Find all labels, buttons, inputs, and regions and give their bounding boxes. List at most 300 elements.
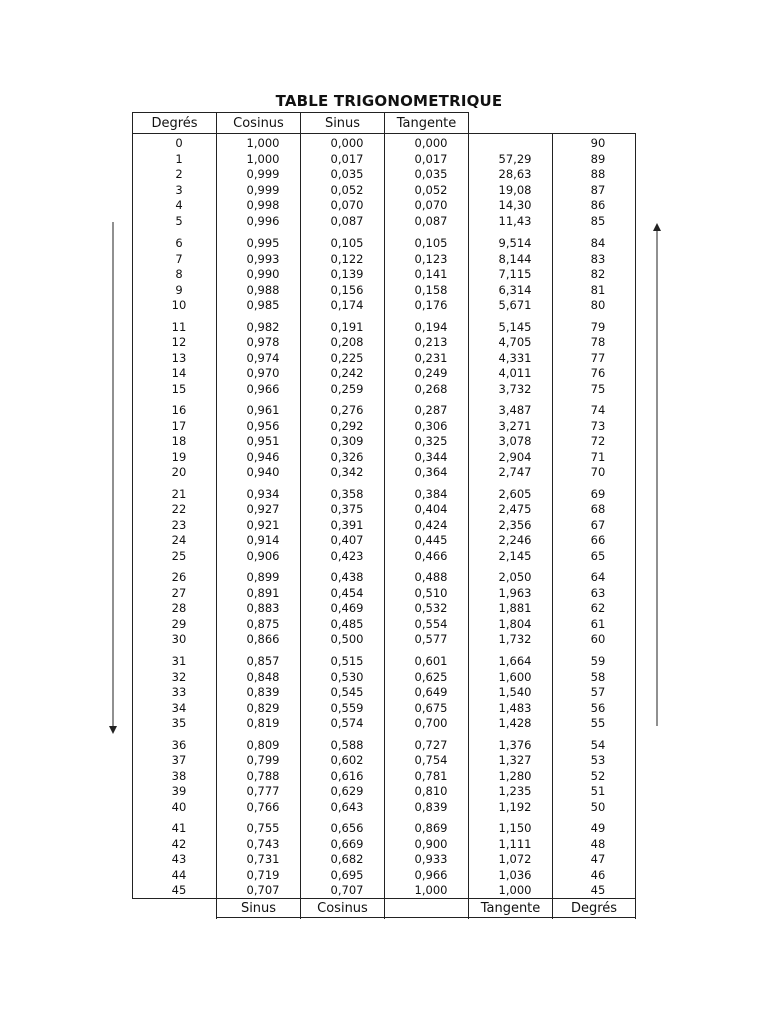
cell-degres-complement: 63 xyxy=(590,585,606,600)
cell-degres: 22 xyxy=(171,502,187,517)
cell-cosinus: 0,951 xyxy=(246,434,280,449)
cell-cotangente: 1,881 xyxy=(498,601,532,616)
cell-degres: 29 xyxy=(171,616,187,631)
cell-degres: 12 xyxy=(171,335,187,350)
footer-degres: Degrés xyxy=(552,898,636,918)
cell-degres: 5 xyxy=(175,213,183,228)
cell-cosinus: 0,906 xyxy=(246,548,280,563)
cell-degres-complement: 53 xyxy=(590,753,606,768)
cell-cosinus: 0,788 xyxy=(246,768,280,783)
cell-cotangente: 1,192 xyxy=(498,799,532,814)
cell-cotangente: 2,605 xyxy=(498,486,532,501)
cell-cotangente: 1,111 xyxy=(498,836,532,851)
cell-degres-complement: 87 xyxy=(590,182,606,197)
cell-cosinus: 0,809 xyxy=(246,737,280,752)
cell-cotangente: 8,144 xyxy=(498,251,532,266)
cell-cosinus: 0,799 xyxy=(246,753,280,768)
cell-degres: 3 xyxy=(175,182,183,197)
cell-sinus: 0,017 xyxy=(330,151,364,166)
cell-degres: 43 xyxy=(171,852,187,867)
cell-tangente: 0,900 xyxy=(414,836,448,851)
cell-sinus: 0,087 xyxy=(330,213,364,228)
cell-degres: 38 xyxy=(171,768,187,783)
cell-degres: 28 xyxy=(171,601,187,616)
cell-degres-complement: 65 xyxy=(590,548,606,563)
cell-cotangente: 1,600 xyxy=(498,669,532,684)
cell-degres: 25 xyxy=(171,548,187,563)
cell-sinus: 0,375 xyxy=(330,502,364,517)
cell-tangente: 0,466 xyxy=(414,548,448,563)
cell-cotangente: 1,483 xyxy=(498,700,532,715)
cell-degres-complement: 70 xyxy=(590,465,606,480)
cell-cosinus: 0,891 xyxy=(246,585,280,600)
cell-cotangente: 1,664 xyxy=(498,654,532,668)
cell-degres: 1 xyxy=(175,151,183,166)
cell-degres: 44 xyxy=(171,867,187,882)
cell-degres-complement: 60 xyxy=(590,632,606,647)
cell-degres-complement: 45 xyxy=(590,883,606,898)
header-degres: Degrés xyxy=(132,112,217,134)
cell-degres: 31 xyxy=(171,654,187,668)
cell-tangente: 0,070 xyxy=(414,198,448,212)
cell-degres: 17 xyxy=(171,418,187,433)
table-row xyxy=(0,183,768,198)
cell-cosinus: 0,982 xyxy=(246,319,280,334)
cell-sinus: 0,500 xyxy=(330,632,364,647)
cell-tangente: 0,577 xyxy=(414,632,448,647)
cell-sinus: 0,616 xyxy=(330,768,364,783)
cell-degres-complement: 77 xyxy=(590,350,606,365)
cell-degres: 26 xyxy=(171,570,187,585)
cell-degres: 0 xyxy=(175,136,183,150)
cell-degres-complement: 51 xyxy=(590,784,606,799)
table-row xyxy=(0,784,768,799)
cell-degres: 16 xyxy=(171,403,187,418)
cell-cosinus: 0,899 xyxy=(246,570,280,585)
cell-cotangente: 5,671 xyxy=(498,298,532,312)
cell-degres: 4 xyxy=(175,198,183,212)
cell-sinus: 0,423 xyxy=(330,548,364,563)
cell-degres-complement: 46 xyxy=(590,867,606,882)
table-row xyxy=(0,738,768,753)
cell-degres-complement: 71 xyxy=(590,449,606,464)
cell-sinus: 0,707 xyxy=(330,883,364,898)
cell-cosinus: 0,974 xyxy=(246,350,280,365)
cell-cosinus: 0,961 xyxy=(246,403,280,418)
cell-tangente: 0,249 xyxy=(414,366,448,381)
cell-tangente: 0,810 xyxy=(414,784,448,799)
cell-cotangente: 1,376 xyxy=(498,737,532,752)
cell-cosinus: 0,999 xyxy=(246,182,280,197)
cell-degres-complement: 80 xyxy=(590,298,606,312)
cell-cosinus: 0,914 xyxy=(246,533,280,548)
cell-sinus: 0,259 xyxy=(330,381,364,396)
cell-cotangente: 11,43 xyxy=(498,213,532,228)
cell-cosinus: 0,956 xyxy=(246,418,280,433)
cell-cosinus: 1,000 xyxy=(246,151,280,166)
cell-degres: 11 xyxy=(171,319,187,334)
cell-tangente: 0,000 xyxy=(414,136,448,150)
cell-degres-complement: 69 xyxy=(590,486,606,501)
cell-degres: 9 xyxy=(175,282,183,297)
cell-cotangente: 3,487 xyxy=(498,403,532,418)
table-row xyxy=(0,837,768,852)
table-row xyxy=(0,883,768,898)
cell-sinus: 0,643 xyxy=(330,799,364,814)
cell-degres-complement: 74 xyxy=(590,403,606,418)
cell-cotangente: 1,732 xyxy=(498,632,532,647)
cell-degres-complement: 59 xyxy=(590,654,606,668)
cell-sinus: 0,695 xyxy=(330,867,364,882)
cell-cotangente: 1,540 xyxy=(498,685,532,699)
cell-cotangente: 19,08 xyxy=(498,182,532,197)
cell-cosinus: 0,999 xyxy=(246,167,280,181)
cell-tangente: 0,601 xyxy=(414,654,448,668)
cell-cosinus: 0,777 xyxy=(246,784,280,799)
cell-degres: 35 xyxy=(171,716,187,730)
cell-degres: 40 xyxy=(171,799,187,814)
cell-sinus: 0,669 xyxy=(330,836,364,851)
cell-cotangente: 2,747 xyxy=(498,465,532,480)
footer-sinus: Sinus xyxy=(216,898,301,918)
cell-cotangente: 57,29 xyxy=(498,151,532,166)
cell-degres-complement: 84 xyxy=(590,236,606,250)
cell-degres-complement: 88 xyxy=(590,167,606,181)
cell-tangente: 0,017 xyxy=(414,151,448,166)
cell-tangente: 0,306 xyxy=(414,418,448,433)
cell-degres-complement: 72 xyxy=(590,434,606,449)
cell-sinus: 0,515 xyxy=(330,654,364,668)
cell-cotangente: 2,904 xyxy=(498,449,532,464)
cell-degres: 34 xyxy=(171,700,187,715)
cell-sinus: 0,035 xyxy=(330,167,364,181)
cell-degres: 42 xyxy=(171,836,187,851)
cell-degres: 2 xyxy=(175,167,183,181)
cell-degres: 33 xyxy=(171,685,187,699)
cell-degres-complement: 62 xyxy=(590,601,606,616)
cell-tangente: 0,754 xyxy=(414,753,448,768)
cell-cotangente: 2,050 xyxy=(498,570,532,585)
table-row xyxy=(0,753,768,768)
cell-tangente: 0,176 xyxy=(414,298,448,312)
cell-cotangente: 2,145 xyxy=(498,548,532,563)
cell-tangente: 0,933 xyxy=(414,852,448,867)
cell-degres: 32 xyxy=(171,669,187,684)
cell-degres-complement: 47 xyxy=(590,852,606,867)
cell-sinus: 0,122 xyxy=(330,251,364,266)
cell-cotangente: 1,804 xyxy=(498,616,532,631)
cell-cosinus: 0,966 xyxy=(246,381,280,396)
cell-cosinus: 0,995 xyxy=(246,236,280,250)
cell-cotangente: 1,428 xyxy=(498,716,532,730)
cell-sinus: 0,191 xyxy=(330,319,364,334)
table-row xyxy=(0,152,768,167)
cell-tangente: 0,287 xyxy=(414,403,448,418)
cell-cosinus: 0,848 xyxy=(246,669,280,684)
cell-cotangente: 3,732 xyxy=(498,381,532,396)
cell-sinus: 0,391 xyxy=(330,517,364,532)
cell-degres: 20 xyxy=(171,465,187,480)
cell-tangente: 0,364 xyxy=(414,465,448,480)
cell-sinus: 0,105 xyxy=(330,236,364,250)
cell-cosinus: 0,883 xyxy=(246,601,280,616)
cell-tangente: 0,625 xyxy=(414,669,448,684)
cell-cosinus: 0,970 xyxy=(246,366,280,381)
cell-sinus: 0,407 xyxy=(330,533,364,548)
cell-degres-complement: 85 xyxy=(590,213,606,228)
cell-tangente: 0,445 xyxy=(414,533,448,548)
cell-sinus: 0,358 xyxy=(330,486,364,501)
cell-tangente: 0,123 xyxy=(414,251,448,266)
cell-cotangente: 2,475 xyxy=(498,502,532,517)
cell-degres-complement: 73 xyxy=(590,418,606,433)
cell-degres-complement: 75 xyxy=(590,381,606,396)
header-cosinus: Cosinus xyxy=(216,112,301,134)
cell-degres-complement: 54 xyxy=(590,737,606,752)
cell-cosinus: 0,766 xyxy=(246,799,280,814)
cell-sinus: 0,242 xyxy=(330,366,364,381)
cell-degres: 14 xyxy=(171,366,187,381)
cell-degres-complement: 78 xyxy=(590,335,606,350)
cell-cosinus: 0,743 xyxy=(246,836,280,851)
cell-cosinus: 0,946 xyxy=(246,449,280,464)
cell-cosinus: 0,985 xyxy=(246,298,280,312)
cell-sinus: 0,438 xyxy=(330,570,364,585)
table-row xyxy=(0,800,768,815)
cell-degres: 8 xyxy=(175,267,183,281)
cell-sinus: 0,469 xyxy=(330,601,364,616)
cell-degres: 27 xyxy=(171,585,187,600)
cell-sinus: 0,682 xyxy=(330,852,364,867)
cell-cotangente: 7,115 xyxy=(498,267,532,281)
cell-cotangente: 2,246 xyxy=(498,533,532,548)
cell-cosinus: 0,839 xyxy=(246,685,280,699)
cell-sinus: 0,276 xyxy=(330,403,364,418)
cell-sinus: 0,656 xyxy=(330,821,364,836)
cell-degres-complement: 66 xyxy=(590,533,606,548)
cell-cosinus: 0,998 xyxy=(246,198,280,212)
cell-cosinus: 0,927 xyxy=(246,502,280,517)
cell-cotangente: 28,63 xyxy=(498,167,532,181)
cell-cotangente: 1,327 xyxy=(498,753,532,768)
cell-tangente: 0,700 xyxy=(414,716,448,730)
cell-sinus: 0,309 xyxy=(330,434,364,449)
cell-cosinus: 0,993 xyxy=(246,251,280,266)
cell-degres-complement: 61 xyxy=(590,616,606,631)
table-top-right-rule xyxy=(468,133,636,134)
cell-cosinus: 0,934 xyxy=(246,486,280,501)
cell-cotangente: 1,036 xyxy=(498,867,532,882)
cell-sinus: 0,292 xyxy=(330,418,364,433)
header-sinus: Sinus xyxy=(300,112,385,134)
cell-sinus: 0,052 xyxy=(330,182,364,197)
cell-tangente: 0,510 xyxy=(414,585,448,600)
cell-tangente: 0,213 xyxy=(414,335,448,350)
cell-degres-complement: 68 xyxy=(590,502,606,517)
cell-tangente: 0,675 xyxy=(414,700,448,715)
cell-sinus: 0,485 xyxy=(330,616,364,631)
cell-sinus: 0,559 xyxy=(330,700,364,715)
cell-cotangente: 1,280 xyxy=(498,768,532,783)
cell-sinus: 0,342 xyxy=(330,465,364,480)
cell-degres-complement: 83 xyxy=(590,251,606,266)
cell-tangente: 0,554 xyxy=(414,616,448,631)
cell-tangente: 0,344 xyxy=(414,449,448,464)
cell-degres-complement: 56 xyxy=(590,700,606,715)
cell-degres: 6 xyxy=(175,236,183,250)
cell-degres-complement: 58 xyxy=(590,669,606,684)
table-row xyxy=(0,868,768,883)
page-title: TABLE TRIGONOMETRIQUE xyxy=(275,92,503,110)
cell-tangente: 0,087 xyxy=(414,213,448,228)
cell-degres: 10 xyxy=(171,298,187,312)
cell-sinus: 0,174 xyxy=(330,298,364,312)
cell-cosinus: 0,978 xyxy=(246,335,280,350)
cell-degres: 36 xyxy=(171,737,187,752)
cell-cotangente: 1,235 xyxy=(498,784,532,799)
arrow-up-icon xyxy=(651,222,663,728)
cell-cotangente: 4,011 xyxy=(498,366,532,381)
table-row xyxy=(0,198,768,213)
cell-degres: 45 xyxy=(171,883,187,898)
cell-degres-complement: 67 xyxy=(590,517,606,532)
cell-degres-complement: 82 xyxy=(590,267,606,281)
cell-degres: 41 xyxy=(171,821,187,836)
cell-sinus: 0,588 xyxy=(330,737,364,752)
footer-cosinus: Cosinus xyxy=(300,898,385,918)
cell-degres-complement: 55 xyxy=(590,716,606,730)
cell-degres-complement: 48 xyxy=(590,836,606,851)
cell-cotangente: 1,150 xyxy=(498,821,532,836)
cell-cotangente: 1,072 xyxy=(498,852,532,867)
cell-tangente: 0,035 xyxy=(414,167,448,181)
cell-degres-complement: 49 xyxy=(590,821,606,836)
cell-degres: 13 xyxy=(171,350,187,365)
arrow-down-icon xyxy=(107,222,119,738)
cell-sinus: 0,545 xyxy=(330,685,364,699)
cell-cosinus: 0,940 xyxy=(246,465,280,480)
footer-empty xyxy=(384,898,469,918)
cell-tangente: 0,268 xyxy=(414,381,448,396)
cell-tangente: 0,532 xyxy=(414,601,448,616)
cell-tangente: 0,325 xyxy=(414,434,448,449)
cell-sinus: 0,156 xyxy=(330,282,364,297)
table-row xyxy=(0,167,768,182)
cell-sinus: 0,574 xyxy=(330,716,364,730)
cell-sinus: 0,602 xyxy=(330,753,364,768)
cell-cotangente: 4,705 xyxy=(498,335,532,350)
cell-degres-complement: 90 xyxy=(590,136,606,150)
cell-tangente: 0,424 xyxy=(414,517,448,532)
cell-cotangente: 2,356 xyxy=(498,517,532,532)
cell-tangente: 0,158 xyxy=(414,282,448,297)
cell-degres: 15 xyxy=(171,381,187,396)
cell-tangente: 0,404 xyxy=(414,502,448,517)
cell-degres-complement: 64 xyxy=(590,570,606,585)
cell-cosinus: 0,755 xyxy=(246,821,280,836)
cell-cotangente: 3,271 xyxy=(498,418,532,433)
cell-degres-complement: 57 xyxy=(590,685,606,699)
cell-tangente: 0,727 xyxy=(414,737,448,752)
cell-cosinus: 0,988 xyxy=(246,282,280,297)
cell-tangente: 0,781 xyxy=(414,768,448,783)
cell-sinus: 0,000 xyxy=(330,136,364,150)
cell-degres: 37 xyxy=(171,753,187,768)
cell-tangente: 0,966 xyxy=(414,867,448,882)
header-tangente: Tangente xyxy=(384,112,469,134)
cell-sinus: 0,454 xyxy=(330,585,364,600)
cell-tangente: 0,869 xyxy=(414,821,448,836)
cell-degres-complement: 86 xyxy=(590,198,606,212)
cell-cotangente: 5,145 xyxy=(498,319,532,334)
cell-sinus: 0,070 xyxy=(330,198,364,212)
cell-tangente: 0,194 xyxy=(414,319,448,334)
cell-cosinus: 0,857 xyxy=(246,654,280,668)
cell-sinus: 0,326 xyxy=(330,449,364,464)
cell-degres: 19 xyxy=(171,449,187,464)
cell-degres-complement: 50 xyxy=(590,799,606,814)
cell-cosinus: 0,866 xyxy=(246,632,280,647)
footer-tangente: Tangente xyxy=(468,898,553,918)
cell-cosinus: 0,875 xyxy=(246,616,280,631)
cell-tangente: 0,105 xyxy=(414,236,448,250)
cell-degres-complement: 89 xyxy=(590,151,606,166)
cell-degres-complement: 79 xyxy=(590,319,606,334)
cell-cosinus: 0,819 xyxy=(246,716,280,730)
cell-sinus: 0,530 xyxy=(330,669,364,684)
cell-tangente: 1,000 xyxy=(414,883,448,898)
cell-tangente: 0,141 xyxy=(414,267,448,281)
table-row xyxy=(0,769,768,784)
cell-cotangente: 6,314 xyxy=(498,282,532,297)
cell-sinus: 0,139 xyxy=(330,267,364,281)
cell-sinus: 0,629 xyxy=(330,784,364,799)
cell-cotangente: 9,514 xyxy=(498,236,532,250)
cell-cotangente: 14,30 xyxy=(498,198,532,212)
cell-degres: 18 xyxy=(171,434,187,449)
cell-tangente: 0,384 xyxy=(414,486,448,501)
cell-degres-complement: 81 xyxy=(590,282,606,297)
cell-cosinus: 1,000 xyxy=(246,136,280,150)
cell-sinus: 0,208 xyxy=(330,335,364,350)
cell-degres: 23 xyxy=(171,517,187,532)
cell-tangente: 0,231 xyxy=(414,350,448,365)
cell-tangente: 0,649 xyxy=(414,685,448,699)
cell-degres: 21 xyxy=(171,486,187,501)
cell-degres-complement: 52 xyxy=(590,768,606,783)
cell-degres: 30 xyxy=(171,632,187,647)
cell-degres-complement: 76 xyxy=(590,366,606,381)
table-row xyxy=(0,852,768,867)
cell-tangente: 0,052 xyxy=(414,182,448,197)
cell-tangente: 0,488 xyxy=(414,570,448,585)
cell-cosinus: 0,990 xyxy=(246,267,280,281)
cell-cotangente: 3,078 xyxy=(498,434,532,449)
cell-degres: 39 xyxy=(171,784,187,799)
cell-tangente: 0,839 xyxy=(414,799,448,814)
cell-cotangente: 4,331 xyxy=(498,350,532,365)
cell-cotangente: 1,963 xyxy=(498,585,532,600)
cell-cosinus: 0,719 xyxy=(246,867,280,882)
cell-cotangente: 1,000 xyxy=(498,883,532,898)
cell-degres: 24 xyxy=(171,533,187,548)
cell-cosinus: 0,707 xyxy=(246,883,280,898)
cell-cosinus: 0,921 xyxy=(246,517,280,532)
cell-degres: 7 xyxy=(175,251,183,266)
cell-cosinus: 0,731 xyxy=(246,852,280,867)
table-row xyxy=(0,821,768,836)
table-row xyxy=(0,136,768,151)
